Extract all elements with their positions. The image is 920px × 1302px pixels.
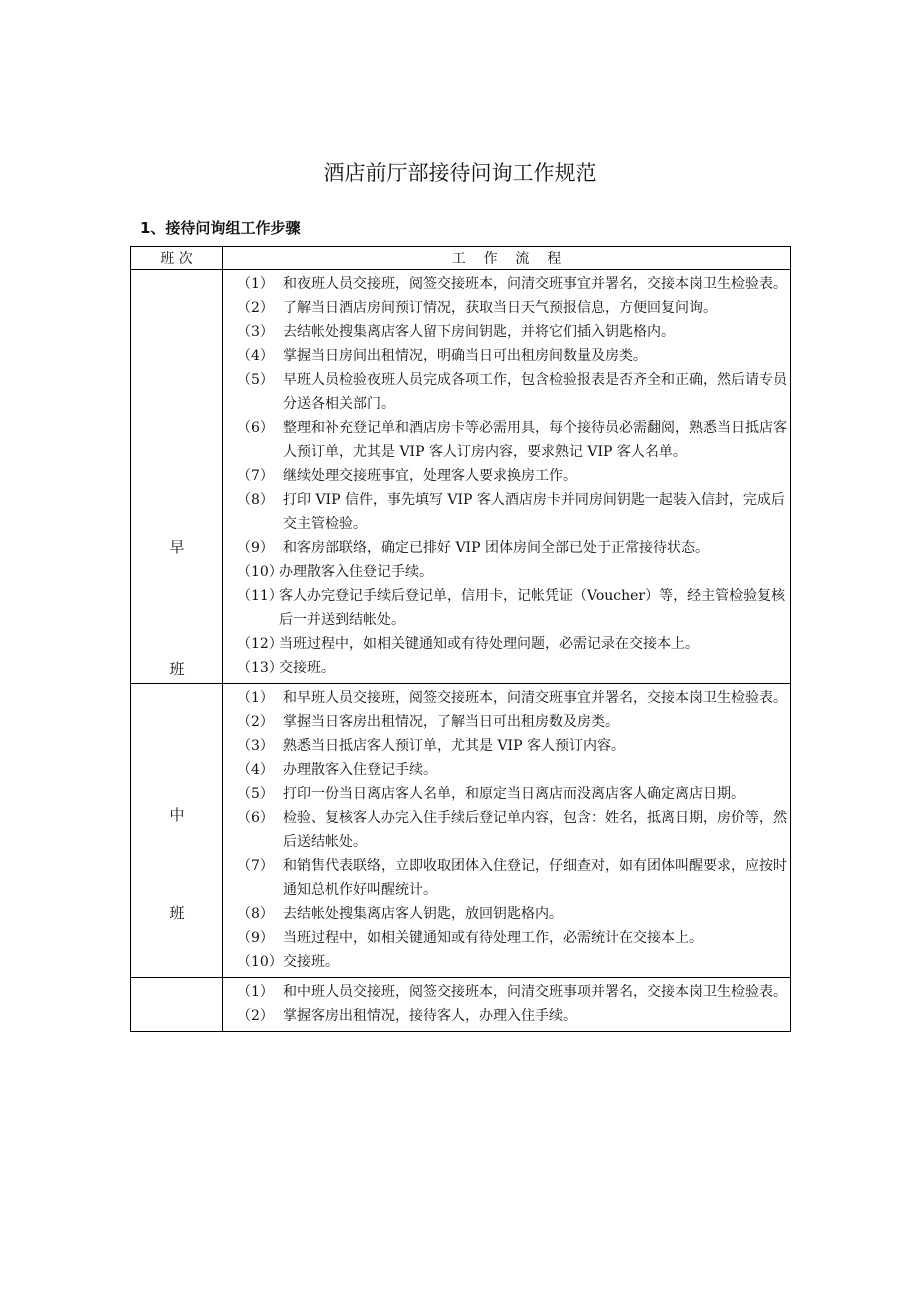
table-row-middle-shift (131, 684, 791, 978)
list-item (237, 686, 790, 710)
item-number: （10） (237, 564, 283, 580)
item-number: （2） (237, 300, 274, 316)
item-number: （4） (237, 348, 274, 364)
shift-cell-middle (131, 684, 223, 978)
table-row-night-shift (131, 978, 791, 1032)
shift-char: 中 (169, 806, 185, 824)
page-title: 酒店前厅部接待问询工作规范 (323, 161, 597, 185)
item-text: 继续处理交接班事宜，处理客人要求换房工作。 (283, 468, 577, 484)
item-text: 打印一份当日离店客人名单，和原定当日离店而没离店客人确定离店日期。 (283, 786, 745, 802)
table-header-row (131, 247, 791, 270)
item-text: 掌握当日房间出租情况，明确当日可出租房间数量及房类。 (283, 348, 647, 364)
item-text: 当班过程中，如相关键通知或有待处理问题，必需记录在交接本上。 (279, 636, 699, 652)
list-item (237, 536, 790, 560)
item-text: 和早班人员交接班，阅签交接班本，问清交班事宜并署名，交接本岗卫生检验表。 (283, 690, 787, 706)
shift-char: 早 (169, 538, 185, 556)
item-text: 熟悉当日抵店客人预订单，尤其是 VIP 客人预订内容。 (283, 738, 625, 754)
item-number: （7） (237, 468, 274, 484)
item-text: 办理散客入住登记手续。 (283, 762, 437, 778)
list-item (237, 854, 790, 902)
item-text: 交接班。 (283, 954, 339, 970)
item-number: （8） (237, 906, 274, 922)
item-number: （5） (237, 786, 274, 802)
item-text: 去结帐处搜集离店客人钥匙，放回钥匙格内。 (283, 906, 563, 922)
list-item (237, 272, 790, 296)
list-item (237, 584, 790, 632)
list-item (237, 758, 790, 782)
item-text: 了解当日酒店房间预订情况，获取当日天气预报信息，方便回复问询。 (283, 300, 717, 316)
header-process: 工 作 流 程 (223, 247, 791, 270)
item-number: （7） (237, 858, 274, 874)
item-text: 交接班。 (279, 660, 335, 676)
shift-cell-night (131, 978, 223, 1032)
workflow-table (130, 246, 791, 1032)
list-item (237, 488, 790, 536)
item-text: 当班过程中，如相关键通知或有待处理工作，必需统计在交接本上。 (283, 930, 703, 946)
item-number: （8） (237, 492, 274, 508)
item-number: （10） (237, 954, 283, 970)
header-shift: 班 次 (131, 247, 223, 270)
list-item (237, 296, 790, 320)
item-text: 办理散客入住登记手续。 (279, 564, 433, 580)
item-text: 掌握当日客房出租情况，了解当日可出租房数及房类。 (283, 714, 619, 730)
process-cell-middle (223, 684, 791, 978)
list-item (237, 416, 790, 464)
item-number: （11） (237, 588, 283, 604)
item-text: 和客房部联络，确定已排好 VIP 团体房间全部已处于正常接待状态。 (283, 540, 709, 556)
list-item (237, 902, 790, 926)
list-item (237, 710, 790, 734)
item-number: （5） (237, 372, 274, 388)
list-item (237, 980, 790, 1004)
list-item (237, 560, 790, 584)
list-item (237, 926, 790, 950)
item-number: （1） (237, 690, 274, 706)
list-item (237, 950, 790, 974)
section-heading: 1、接待问询组工作步骤 (140, 219, 301, 237)
item-text: 检验、复核客人办完入住手续后登记单内容，包含：姓名，抵离日期，房价等，然后送结帐处。 (283, 810, 787, 850)
item-text: 和夜班人员交接班，阅签交接班本，问清交班事宜并署名，交接本岗卫生检验表。 (283, 276, 787, 292)
process-cell-morning (223, 270, 791, 684)
list-item (237, 464, 790, 488)
list-item (237, 344, 790, 368)
item-number: （12） (237, 636, 283, 652)
item-number: （13） (237, 660, 283, 676)
list-item (237, 734, 790, 758)
shift-cell-morning (131, 270, 223, 684)
item-text: 早班人员检验夜班人员完成各项工作，包含检验报表是否齐全和正确，然后请专员分送各相关部门。 (283, 372, 787, 412)
item-number: （3） (237, 324, 274, 340)
item-number: （9） (237, 930, 274, 946)
table-row-morning-shift (131, 270, 791, 684)
item-text: 整理和补充登记单和酒店房卡等必需用具，每个接待员必需翻阅，熟悉当日抵店客人预订单，尤其是 VIP 客人订房内容，要求熟记 VIP 客人名单。 (283, 420, 787, 460)
item-number: （6） (237, 420, 274, 436)
list-item (237, 1004, 790, 1028)
item-number: （2） (237, 714, 274, 730)
item-number: （3） (237, 738, 274, 754)
list-item (237, 782, 790, 806)
item-text: 客人办完登记手续后登记单，信用卡，记帐凭证（Voucher）等，经主管检验复核后一并送到结帐处。 (279, 588, 786, 628)
item-text: 和销售代表联络，立即收取团体入住登记，仔细查对，如有团体叫醒要求，应按时通知总机作好叫醒统计。 (283, 858, 787, 898)
list-item (237, 656, 790, 680)
item-number: （1） (237, 984, 274, 1000)
item-number: （2） (237, 1008, 274, 1024)
list-item (237, 368, 790, 416)
list-item (237, 320, 790, 344)
item-number: （9） (237, 540, 274, 556)
list-item (237, 806, 790, 854)
item-number: （6） (237, 810, 274, 826)
shift-char: 班 (169, 904, 185, 922)
item-text: 掌握客房出租情况，接待客人，办理入住手续。 (283, 1008, 577, 1024)
list-item (237, 632, 790, 656)
item-number: （1） (237, 276, 274, 292)
shift-char: 班 (169, 660, 185, 678)
item-text: 和中班人员交接班，阅签交接班本，问清交班事项并署名，交接本岗卫生检验表。 (283, 984, 787, 1000)
process-cell-night (223, 978, 791, 1032)
item-text: 去结帐处搜集离店客人留下房间钥匙，并将它们插入钥匙格内。 (283, 324, 675, 340)
item-number: （4） (237, 762, 274, 778)
item-text: 打印 VIP 信件，事先填写 VIP 客人酒店房卡并同房间钥匙一起装入信封，完成后交主管检验。 (283, 492, 785, 532)
